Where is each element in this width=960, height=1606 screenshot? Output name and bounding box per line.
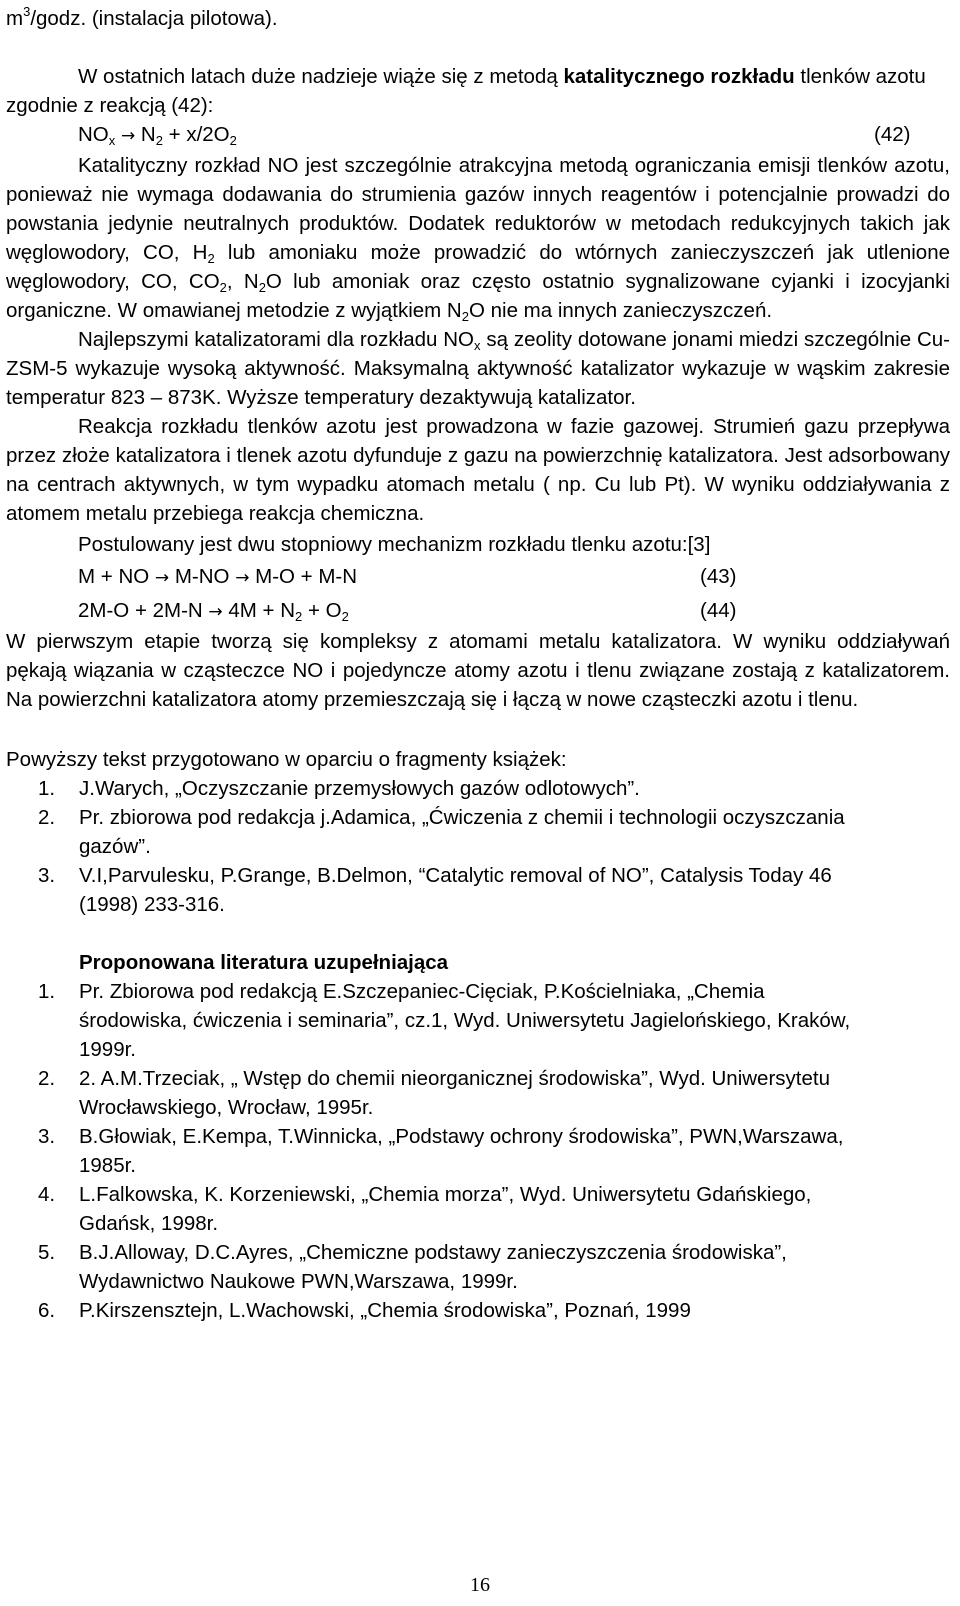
spacer — [6, 714, 950, 743]
arrow-icon: → — [208, 602, 223, 622]
equation-42: $NO_x \to N_2 + x/2O_2$ (42) — [6, 120, 950, 151]
paragraph-mechanism: Postulowany jest dwu stopniowy mechanizm rozkładu tlenku azotu:[3] — [78, 533, 711, 556]
list-text: P.Kirszensztejn, L.Wachowski, „Chemia środowiska”, Poznań, 1999 — [79, 1299, 691, 1322]
literature-item — [6, 1296, 950, 1325]
paragraph-catalytic: Katalityczny rozkład NO jest szczególnie atrakcyjna metodą ograniczania emisji tlenków azotu, ponieważ nie wymaga dodawania do strumienia gazów innych reagentów i potencjalnie prowadzi do powstania jedynie neutralnych produktów. Dodatek reduktorów w metodach redukcyjnych takich jak węglowodory, CO, $H_2$ lub amoniaku może prowadzić do wtórnych zanieczyszczeń jak utlenione węglowodory, CO, $CO_2$, $N_2O$ lub amoniak oraz często ostatnio sygnalizowane cyjanki i izocyjanki organiczne. W omawianej metodzie z wyjątkiem $N_2O$ nie ma innych zanieczyszczeń. — [6, 154, 951, 324]
list-text: B.Głowiak, E.Kempa, T.Winnicka, „Podstawy ochrony środowiska”, PWN,Warszawa, 1985r. — [79, 1125, 844, 1177]
literature-list — [6, 977, 950, 1325]
list-number: 3. — [38, 1125, 56, 1148]
list-text: Pr. zbiorowa pod redakcja j.Adamica, „Ćwiczenia z chemii i technologii oczyszczania gazów”. — [79, 806, 845, 858]
literature-item — [6, 977, 950, 1064]
literature-item — [6, 1064, 950, 1122]
literature-item — [6, 1238, 950, 1296]
arrow-icon: → — [235, 568, 250, 588]
list-number: 4. — [38, 1183, 56, 1206]
equation-number: (43) — [700, 565, 737, 588]
paragraph-intro: W ostatnich latach duże nadzieje wiąże się z metodą katalitycznego rozkładu tlenków azotu zgodnie z reakcją (42): — [6, 65, 926, 117]
top-line: $m^3$/godz. (instalacja pilotowa). — [6, 4, 278, 30]
paragraph-catalysts: Najlepszymi katalizatorami dla rozkładu $NO_x$ są zeolity dotowane jonami miedzi szczególnie Cu-ZSM-5 wykazuje wysoką aktywność. Maksymalną aktywność katalizator wykazuje w wąskim zakresie temperatur 823 – 873K. Wyższe temperatury dezaktywują katalizator. — [6, 328, 950, 409]
list-text: L.Falkowska, K. Korzeniewski, „Chemia morza”, Wyd. Uniwersytetu Gdańskiego, Gdańsk, 1998r. — [79, 1183, 812, 1235]
list-text: Pr. Zbiorowa pod redakcją E.Szczepaniec-Cięciak, P.Kościelniaka, „Chemia środowiska, ćwiczenia i seminaria”, cz.1, Wyd. Uniwersytetu Jagielońskiego, Kraków, 1999r. — [79, 980, 851, 1061]
arrow-icon: → — [154, 568, 170, 588]
list-number: 2. — [38, 1067, 56, 1090]
literature-heading: Proponowana literatura uzupełniająca — [79, 951, 449, 974]
literature-item — [6, 1122, 950, 1180]
list-number: 3. — [38, 864, 56, 887]
sources-intro: Powyższy tekst przygotowano w oparciu o fragmenty książek: — [6, 748, 567, 771]
list-number: 6. — [38, 1299, 56, 1322]
list-number: 1. — [38, 777, 56, 800]
document-page — [6, 0, 950, 1325]
list-text: J.Warych, „Oczyszczanie przemysłowych gazów odlotowych”. — [79, 777, 640, 800]
equation-number: (44) — [700, 599, 737, 622]
spacer — [6, 33, 950, 62]
list-number: 2. — [38, 806, 56, 829]
paragraph-reaction: Reakcja rozkładu tlenków azotu jest prowadzona w fazie gazowej. Strumień gazu przepływa przez złoże katalizatora i tlenek azotu dyfunduje z gazu na powierzchnię katalizatora. Jest adsorbowany na centrach aktywnych, w tym wypadku atomach metalu ( np. Cu lub Pt). W wyniku oddziaływania z atomem metalu przebiega reakcja chemiczna. — [6, 415, 950, 525]
arrow-icon: → — [120, 126, 136, 146]
source-item — [6, 861, 950, 919]
literature-item — [6, 1180, 950, 1238]
sources-list — [6, 774, 950, 919]
list-text: B.J.Alloway, D.C.Ayres, „Chemiczne podstawy zanieczyszczenia środowiska”, Wydawnictwo Naukowe PWN,Warszawa, 1999r. — [79, 1241, 787, 1293]
list-number: 1. — [38, 980, 56, 1003]
equation-44: $2M-O + 2M-N \to 4M + N_2 + O_2$ (44) — [6, 596, 950, 627]
source-item — [6, 774, 950, 803]
equation-number: (42) — [874, 123, 911, 146]
source-item — [6, 803, 950, 861]
list-text: V.I,Parvulesku, P.Grange, B.Delmon, “Catalytic removal of NO”, Catalysis Today 46 (1998) 233-316. — [79, 864, 832, 916]
page-number: 16 — [470, 1574, 490, 1596]
list-text: 2. A.M.Trzeciak, „ Wstęp do chemii nieorganicznej środowiska”, Wyd. Uniwersytetu Wrocławskiego, Wrocław, 1995r. — [79, 1067, 830, 1119]
spacer — [6, 919, 950, 948]
equation-43: M + NO → M-NO → M-O + M-N (43) — [6, 562, 950, 593]
list-number: 5. — [38, 1241, 56, 1264]
paragraph-stages: W pierwszym etapie tworzą się kompleksy z atomami metalu katalizatora. W wyniku oddziaływań pękają wiązania w cząsteczce NO i pojedyncze atomy azotu i tlenu związane zostają z katalizatorem. Na powierzchni katalizatora atomy przemieszczają się i łączą w nowe cząsteczki azotu i tlenu. — [6, 630, 950, 711]
